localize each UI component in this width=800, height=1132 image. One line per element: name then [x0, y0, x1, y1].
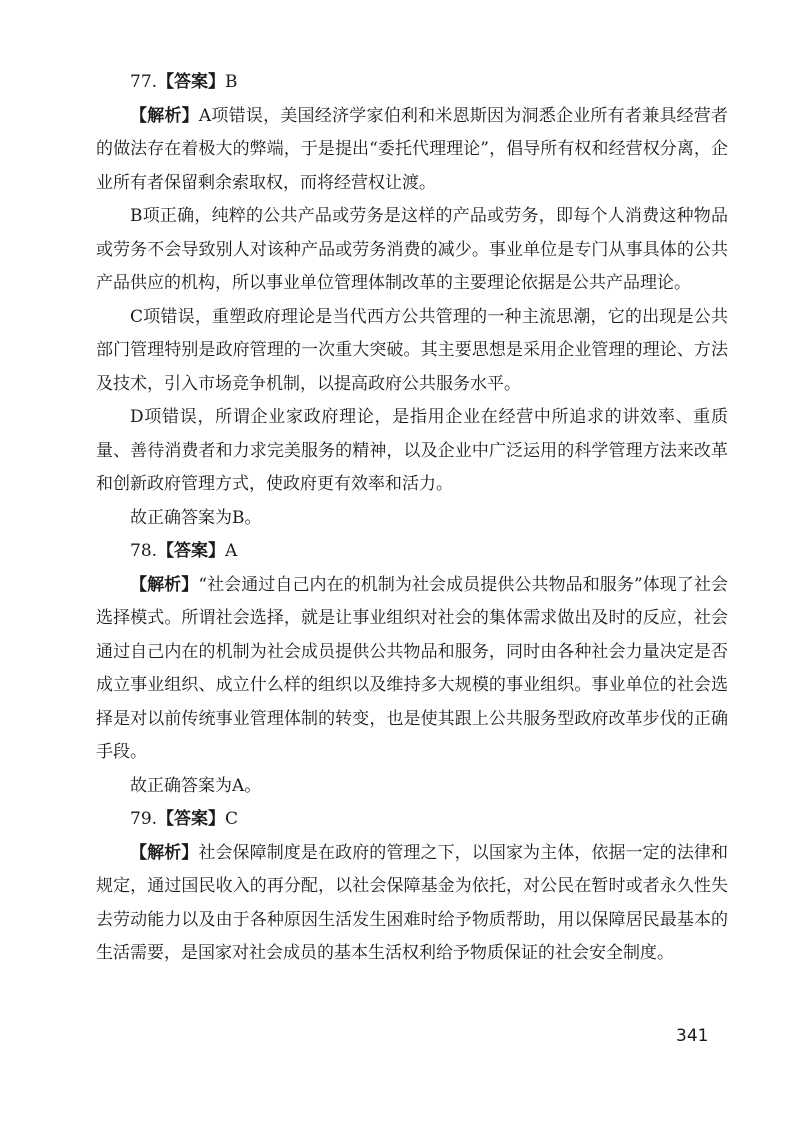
analysis-text: A项错误，美国经济学家伯利和米恩斯因为洞悉企业所有者兼具经营者的做法存在着极大的弊端，于是提出“委托代理理论”，倡导所有权和经营权分离，企业所有者保留剩余索取权，而将经营权让渡。	[96, 105, 729, 193]
page-content	[96, 66, 728, 971]
analysis-paragraph-79	[96, 837, 728, 971]
answer-tag: 【答案】	[157, 72, 226, 92]
answer-letter: C	[225, 809, 239, 829]
question-number: 78.	[130, 541, 158, 561]
analysis-tag: 【解析】	[130, 842, 199, 863]
analysis-tag: 【解析】	[130, 105, 199, 126]
answer-tag: 【答案】	[157, 809, 226, 829]
conclusion-77: 故正确答案为B。	[130, 507, 262, 528]
analysis-paragraph-77	[96, 100, 728, 201]
page-number: 341	[676, 1026, 709, 1046]
answer-heading-79	[96, 803, 728, 837]
answer-letter: A	[225, 541, 238, 561]
option-b-paragraph: B项正确，纯粹的公共产品或劳务是这样的产品或劳务，即每个人消费这种物品或劳务不会导致别人对该种产品或劳务消费的减少。事业单位是专门从事具体的公共产品供应的机构，所以事业单位管理体制改革的主要理论依据是公共产品理论。	[96, 206, 728, 293]
analysis-paragraph-78	[96, 569, 728, 770]
question-number: 77.	[130, 72, 158, 92]
conclusion-78: 故正确答案为A。	[130, 775, 262, 796]
question-number: 79.	[130, 809, 158, 829]
answer-tag: 【答案】	[157, 541, 226, 561]
analysis-tag: 【解析】	[130, 574, 199, 595]
analysis-text: “社会通过自己内在的机制为社会成员提供公共物品和服务”体现了社会选择模式。所谓社会选择，就是让事业组织对社会的集体需求做出及时的反应，社会通过自己内在的机制为社会成员提供公共物品和服务，同时由各种社会力量决定是否成立事业组织、成立什么样的组织以及维持多大规模的事业组织。事业单位的社会选择是对以前传统事业管理体制的转变，也是使其跟上公共服务型政府改革步伐的正确手段。	[96, 574, 729, 762]
answer-heading-77	[96, 66, 728, 100]
option-c-paragraph: C项错误，重塑政府理论是当代西方公共管理的一种主流思潮，它的出现是公共部门管理特别是政府管理的一次重大突破。其主要思想是采用企业管理的理论、方法及技术，引入市场竞争机制，以提高政府公共服务水平。	[96, 306, 728, 394]
answer-letter: B	[225, 72, 238, 92]
answer-heading-78	[96, 535, 728, 569]
analysis-text: 社会保障制度是在政府的管理之下，以国家为主体，依据一定的法律和规定，通过国民收入的再分配，以社会保障基金为依托，对公民在暂时或者永久性失去劳动能力以及由于各种原因生活发生困难时给予物质帮助，用以保障居民最基本的生活需要，是国家对社会成员的基本生活权利给予物质保证的社会安全制度。	[96, 842, 729, 963]
option-d-paragraph: D项错误，所谓企业家政府理论，是指用企业在经营中所追求的讲效率、重质量、善待消费者和力求完美服务的精神，以及企业中广泛运用的科学管理方法来改革和创新政府管理方式，使政府更有效率和活力。	[96, 407, 728, 494]
